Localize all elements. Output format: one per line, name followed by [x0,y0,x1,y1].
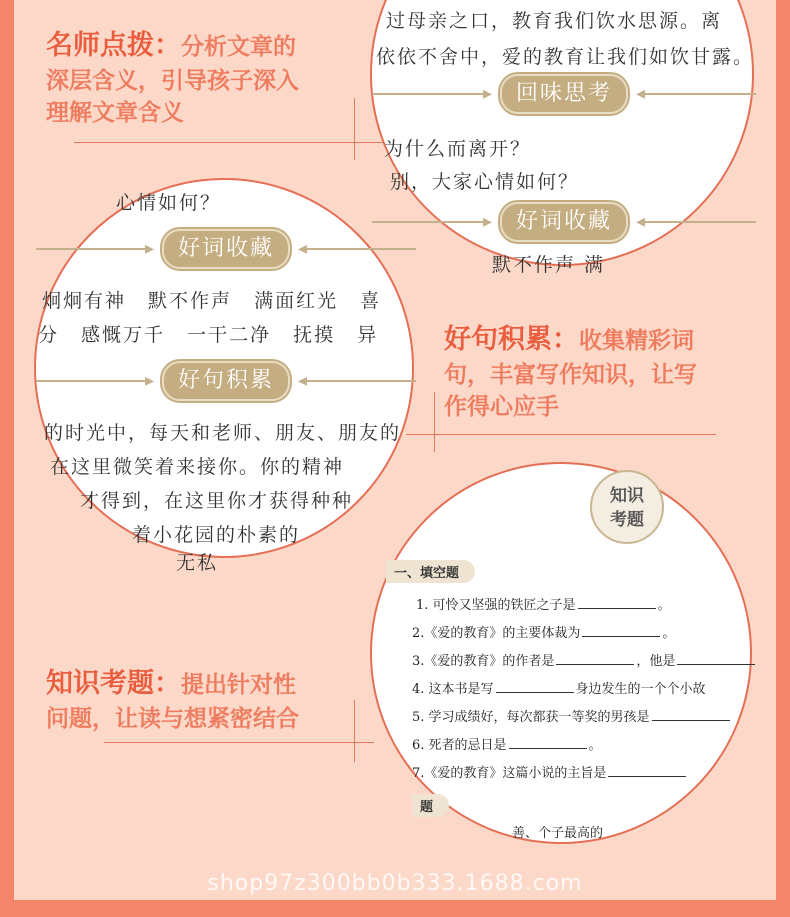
excerpt-line: 别，大家心情如何？ [390,171,580,193]
quiz-question [412,706,732,725]
word-list: 分 感慨万千 一干二净 抚摸 异 [38,324,379,346]
question-text: 善、个子最高的 [512,826,604,841]
question-text: 3.《爱的教育》的作者是 [412,654,555,669]
quiz-badge [590,470,664,544]
divider-line [104,742,374,743]
decor-line [36,248,145,250]
excerpt-line: 过母亲之口，教育我们饮水思源。离 [386,10,723,32]
arrow-right-icon: ▸ [144,370,154,391]
divider-line [354,98,355,160]
excerpt-line: 才得到，在这里你才获得种种 [80,490,354,512]
excerpt-line: 在这里微笑着来接你。你的精神 [50,456,345,478]
arrow-left-icon: ◂ [636,83,646,104]
arrow-right-icon: ▸ [144,238,154,259]
callout-text: 问题，让读与想紧密结合 [46,706,299,732]
excerpt-line: 着小花园的朴素的 [132,524,301,546]
arrow-right-icon: ▸ [482,211,492,232]
decor-line [307,248,416,250]
decor-line [645,93,756,95]
excerpt-line: 依依不舍中，爱的教育让我们如饮甘露。 [376,46,755,68]
decor-line [36,380,145,382]
excerpt-line: 的时光中，每天和老师、朋友、朋友的 [44,422,402,444]
callout-text: 深层含义，引导孩子深入 [46,68,299,94]
section-pill: 回味思考 [500,74,628,114]
quiz-circle [370,462,752,844]
answer-blank[interactable] [582,624,660,637]
answer-blank[interactable] [496,680,574,693]
excerpt-circle-reflection [370,0,755,276]
divider-line [406,434,716,435]
callout-title: 好句积累： [444,324,579,355]
question-text: 2.《爱的教育》的主要体裁为 [412,626,581,641]
section-tag-fill-blank: 一、填空题 [386,560,475,583]
divider-line [434,392,435,452]
callout-text: 作得心应手 [444,394,559,420]
callout-text: 理解文章含义 [46,100,184,126]
quiz-question [412,678,706,697]
divider-line [74,142,384,143]
callout-text: 句，丰富写作知识，让写 [444,362,697,388]
callout-text: 收集精彩词 [579,328,694,354]
decor-line [645,221,756,223]
section-pill: 好词收藏 [500,202,628,242]
decor-line [307,380,416,382]
quiz-question [412,762,688,781]
section-header-words [372,203,756,241]
callout-text: 分析文章的 [181,34,296,60]
question-text: 6. 死者的忌日是 [412,738,507,753]
section-tag-second: 题 [412,794,449,817]
answer-blank[interactable] [677,652,755,665]
question-text: 身边发生的一个个小故 [575,682,706,697]
callout-text: 提出针对性 [181,672,296,698]
answer-blank[interactable] [608,764,686,777]
punctuation: 。 [662,626,676,641]
excerpt-line: 心情如何？ [116,192,222,214]
decor-line [372,221,483,223]
question-text: 1. 可怜又坚强的铁匠之子是 [416,598,576,613]
question-text: ，他是 [636,654,676,669]
page [14,0,776,900]
divider-line [354,700,355,762]
punctuation: 。 [588,738,602,753]
question-text: 7.《爱的教育》这篇小说的主旨是 [412,766,607,781]
arrow-left-icon: ◂ [636,211,646,232]
quiz-question [416,594,671,613]
badge-text: 知识 [610,486,644,506]
badge-text: 考题 [610,510,644,530]
excerpt-circle-vocabulary [34,178,414,574]
shop-url-watermark: shop97z300bb0b333.1688.com [207,871,583,896]
answer-blank[interactable] [509,736,587,749]
callout-sentence-collection [444,324,754,423]
callout-knowledge-quiz [46,668,366,735]
question-text: 5. 学习成绩好，每次都获一等奖的男孩是 [412,710,650,725]
excerpt-line: 默不作声 满 [492,254,606,276]
quiz-question [412,734,602,753]
decor-line [372,93,483,95]
arrow-right-icon: ▸ [482,83,492,104]
answer-blank[interactable] [652,708,730,721]
callout-title: 名师点拨： [46,30,181,61]
arrow-left-icon: ◂ [298,370,308,391]
word-list: 炯炯有神 默不作声 满面红光 喜 [42,290,382,312]
excerpt-line: 为什么而离开？ [384,138,532,160]
section-header-sentences [36,362,416,400]
answer-blank[interactable] [578,596,656,609]
punctuation: 。 [657,598,671,613]
answer-blank[interactable] [556,652,634,665]
quiz-question [412,622,675,641]
callout-title: 知识考题： [46,668,181,699]
section-header-words [36,230,416,268]
arrow-left-icon: ◂ [298,238,308,259]
excerpt-line: 无私 [176,552,219,574]
section-pill: 好词收藏 [162,229,290,269]
section-pill: 好句积累 [162,361,290,401]
callout-teacher-guidance [46,30,366,129]
quiz-question [412,650,757,669]
question-text: 4. 这本书是写 [412,682,494,697]
quiz-question [512,822,603,841]
section-header-reflection [372,75,756,113]
